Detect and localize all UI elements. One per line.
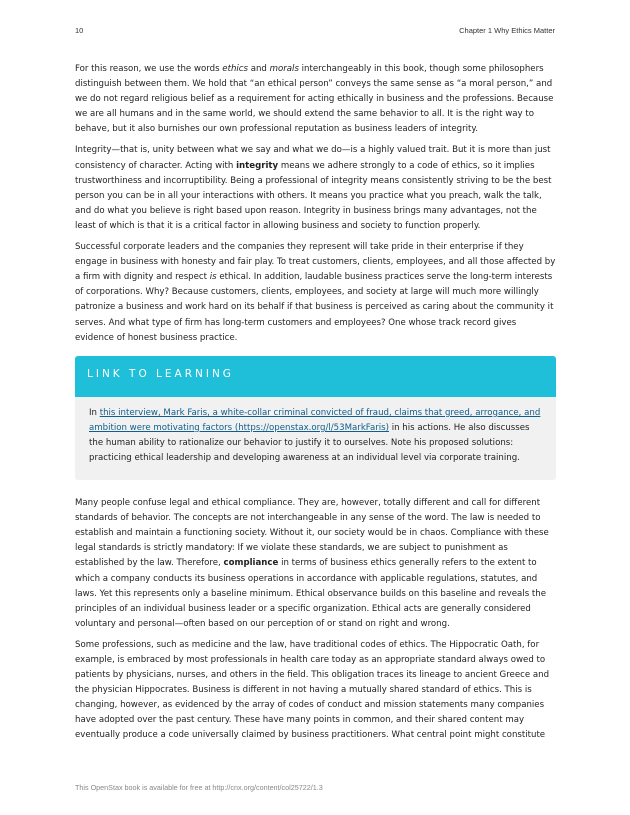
link-to-learning-box — [75, 356, 556, 480]
paragraph-4: Many people confuse legal and ethical compliance. They are, however, totally different and call for different standards of behavior. The concepts are not interchangeable in any sense of the word. The law is needed to establish and maintain a functioning society. Without it, our society would be in chaos. Compliance with these legal standards is strictly mandatory: If we violate these standards, we are subject to punishment as established by the law. Therefore, compliance in terms of business ethics generally refers to the extent to which a company conducts its business operations in accordance with applicable regulations, statutes, and laws. Yet this represents only a baseline minimum. Ethical observance builds on this baseline and reveals the principles of an individual business leader or a specific organization. Ethical acts are generally considered voluntary and personal—often based on our perception of or stand on right and wrong. — [75, 498, 549, 629]
paragraph-5: Some professions, such as medicine and the law, have traditional codes of ethics. The Hippocratic Oath, for example, is embraced by most professionals in health care today as an appropriate standard always owed to patients by physicians, nurses, and others in the field. This obligation traces its lineage to ancient Greece and the physician Hippocrates. Business is different in not having a mutually shared standard of ethics. This is changing, however, as evidenced by the array of codes of conduct and mission statements many companies have adopted over the past century. These have many points in common, and their shared content may eventually produce a code universally claimed by business practitioners. What central point might constitute — [75, 639, 550, 741]
term-compliance: compliance — [223, 558, 279, 569]
page-content — [75, 62, 556, 750]
term-morals: morals — [269, 64, 299, 74]
page-number: 10 — [75, 26, 84, 35]
paragraph-3: Successful corporate leaders and the companies they represent will take pride in their enterprise if they engage in business with honesty and fair play. To treat customers, clients, employees, and all those affected by a firm with dignity and respect is ethical. In addition, laudable business practices serve the long-term interests of corporations. Why? Because customers, clients, employees, and society at large will much more willingly patronize a business and work hard on its behalf if that business is perceived as caring about the community it serves. And what type of firm has long-term customers and employees? One whose track record gives evidence of honest business practice. — [75, 242, 556, 343]
link-to-learning-title: LINK TO LEARNING — [75, 356, 556, 397]
emphasis-is: is — [209, 272, 217, 283]
interview-link[interactable]: this interview, Mark Faris, a white-collar criminal convicted of fraud, claims that greed, arrogance, and ambition were motivating factors (https://openstax.org/l/53MarkFaris) — [89, 407, 541, 433]
paragraph-1: For this reason, we use the words ethics and morals interchangeably in this book, though some philosophers distinguish between them. We hold that “an ethical person” conveys the same sense as “a moral person,” and we do not regard religious belief as a requirement for acting ethically in business and the professions. Because we are all humans and in the same world, we should extend the same behavior to all. It is the right way to behave, but it also burnishes our own professional reputation as business leaders of integrity. — [75, 64, 554, 135]
chapter-title: Chapter 1 Why Ethics Matter — [459, 26, 555, 35]
term-ethics: ethics — [222, 64, 248, 74]
term-integrity: integrity — [236, 160, 279, 171]
footer-note: This OpenStax book is available for free at http://cnx.org/content/col25722/1.3 — [75, 783, 323, 792]
link-to-learning-text: In this interview, Mark Faris, a white-collar criminal convicted of fraud, claims that greed, arrogance, and ambition were motivating factors (https://openstax.org/l/53MarkFaris) in his actions. He also discusses the human ability to rationalize our behavior to justify it to ourselves. Note his proposed solutions: practicing ethical leadership and developing awareness at an individual level via corporate training. — [89, 407, 541, 463]
paragraph-2: Integrity—that is, unity between what we say and what we do—is a highly valued trait. But it is more than just consistency of character. Acting with integrity means we adhere strongly to a code of ethics, so it implies trustworthiness and incorruptibility. Being a professional of integrity means consistently striving to be the best person you can be in all your interactions with others. It means you practice what you preach, walk the talk, and do what you believe is right based upon reason. Integrity in business brings many advantages, not the least of which is that it is a critical factor in allowing business and society to function properly. — [75, 145, 552, 231]
